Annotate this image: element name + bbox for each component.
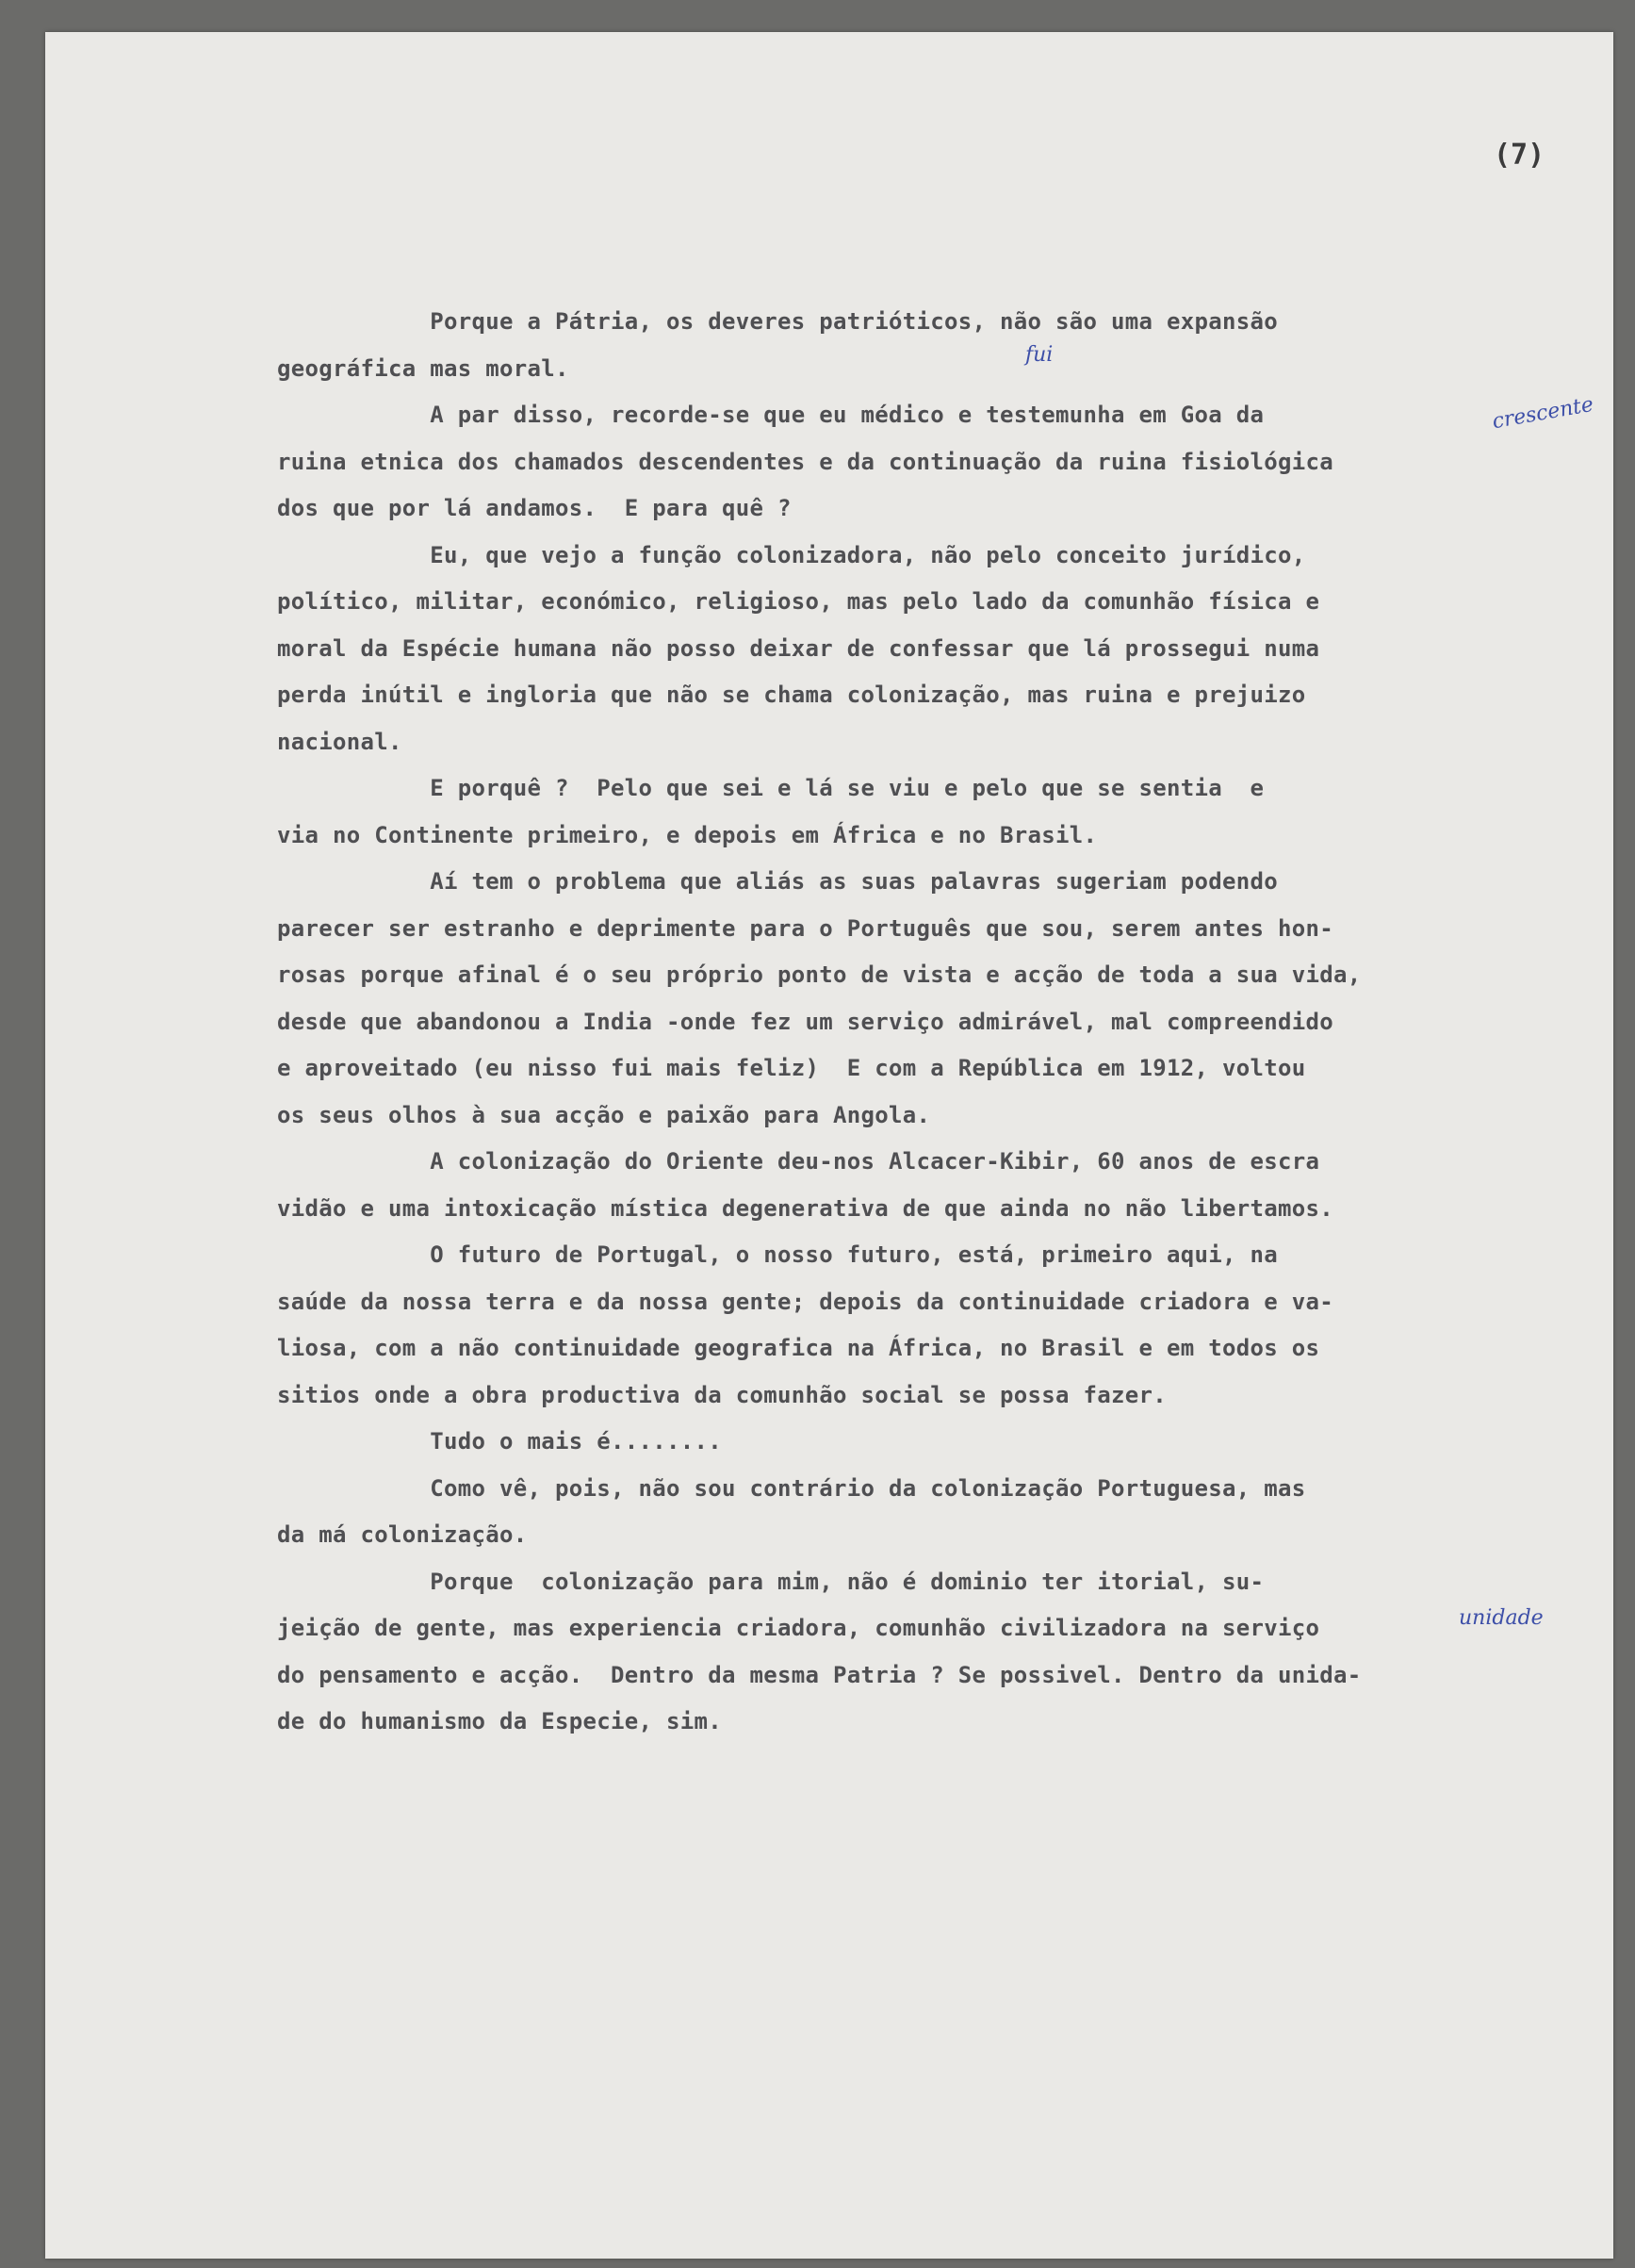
text-line: Como vê, pois, não sou contrário da colonização Portuguesa, mas <box>277 1474 1306 1502</box>
page-number: (7) <box>1494 139 1545 172</box>
document-page <box>45 32 1613 2259</box>
text-line: A par disso, recorde-se que eu médico e testemunha em Goa da <box>277 402 1265 428</box>
text-line: moral da Espécie humana não posso deixar de confessar que lá prossegui numa <box>277 634 1320 662</box>
typed-letter-body <box>277 299 1625 1746</box>
text-line: político, militar, económico, religioso, mas pelo lado da comunhão física e <box>277 588 1320 615</box>
text-line: da má colonização. <box>277 1521 528 1548</box>
text-line: Porque colonização para mim, não é dominio ter itorial, su- <box>277 1568 1265 1595</box>
text-line: sitios onde a obra productiva da comunhão social se possa fazer. <box>277 1381 1167 1408</box>
text-line: ruina etnica dos chamados descendentes e da continuação da ruina fisiológica <box>277 448 1333 475</box>
text-line: e aproveitado (eu nisso fui mais feliz) E com a República em 1912, voltou <box>277 1055 1306 1081</box>
text-line: perda inútil e ingloria que não se chama colonização, mas ruina e prejuizo <box>277 682 1306 708</box>
text-line: Eu, que vejo a função colonizadora, não pelo conceito jurídico, <box>277 541 1306 568</box>
text-line: A colonização do Oriente deu-nos Alcacer-Kibir, 60 anos de escra <box>277 1148 1320 1175</box>
text-line: jeição de gente, mas experiencia criadora, comunhão civilizadora na serviço <box>277 1615 1320 1641</box>
text-line: vidão e uma intoxicação mística degenerativa de que ainda no não libertamos. <box>277 1194 1333 1222</box>
text-line: do pensamento e acção. Dentro da mesma Patria ? Se possivel. Dentro da unida- <box>277 1661 1362 1688</box>
text-line: de do humanismo da Especie, sim. <box>277 1708 722 1734</box>
handwritten-annotation-unidade: unidade <box>1459 1606 1544 1630</box>
text-line: liosa, com a não continuidade geografica na África, no Brasil e em todos os <box>277 1335 1320 1361</box>
text-line: dos que por lá andamos. E para quê ? <box>277 495 792 521</box>
text-line: Porque a Pátria, os deveres patrióticos, não são uma expansão <box>277 308 1278 335</box>
text-line: os seus olhos à sua acção e paixão para Angola. <box>277 1101 931 1128</box>
text-line: Aí tem o problema que aliás as suas palavras sugeriam podendo <box>277 868 1278 895</box>
text-line: O futuro de Portugal, o nosso futuro, está, primeiro aqui, na <box>277 1241 1278 1268</box>
text-line: desde que abandonou a India -onde fez um serviço admirável, mal compreendido <box>277 1008 1333 1035</box>
text-line: parecer ser estranho e deprimente para o Português que sou, serem antes hon- <box>277 914 1333 942</box>
handwritten-annotation-fui: fui <box>1025 343 1054 367</box>
text-line: via no Continente primeiro, e depois em África e no Brasil. <box>277 821 1098 848</box>
text-line: Tudo o mais é........ <box>277 1428 722 1454</box>
text-line: geográfica mas moral. <box>277 354 569 382</box>
text-line: nacional. <box>277 728 402 755</box>
handwritten-annotation-crescente: crescente <box>1490 392 1595 435</box>
text-line: E porquê ? Pelo que sei e lá se viu e pelo que se sentia e <box>277 775 1265 801</box>
text-line: saúde da nossa terra e da nossa gente; depois da continuidade criadora e va- <box>277 1288 1333 1315</box>
text-line: rosas porque afinal é o seu próprio ponto de vista e acção de toda a sua vida, <box>277 961 1362 988</box>
